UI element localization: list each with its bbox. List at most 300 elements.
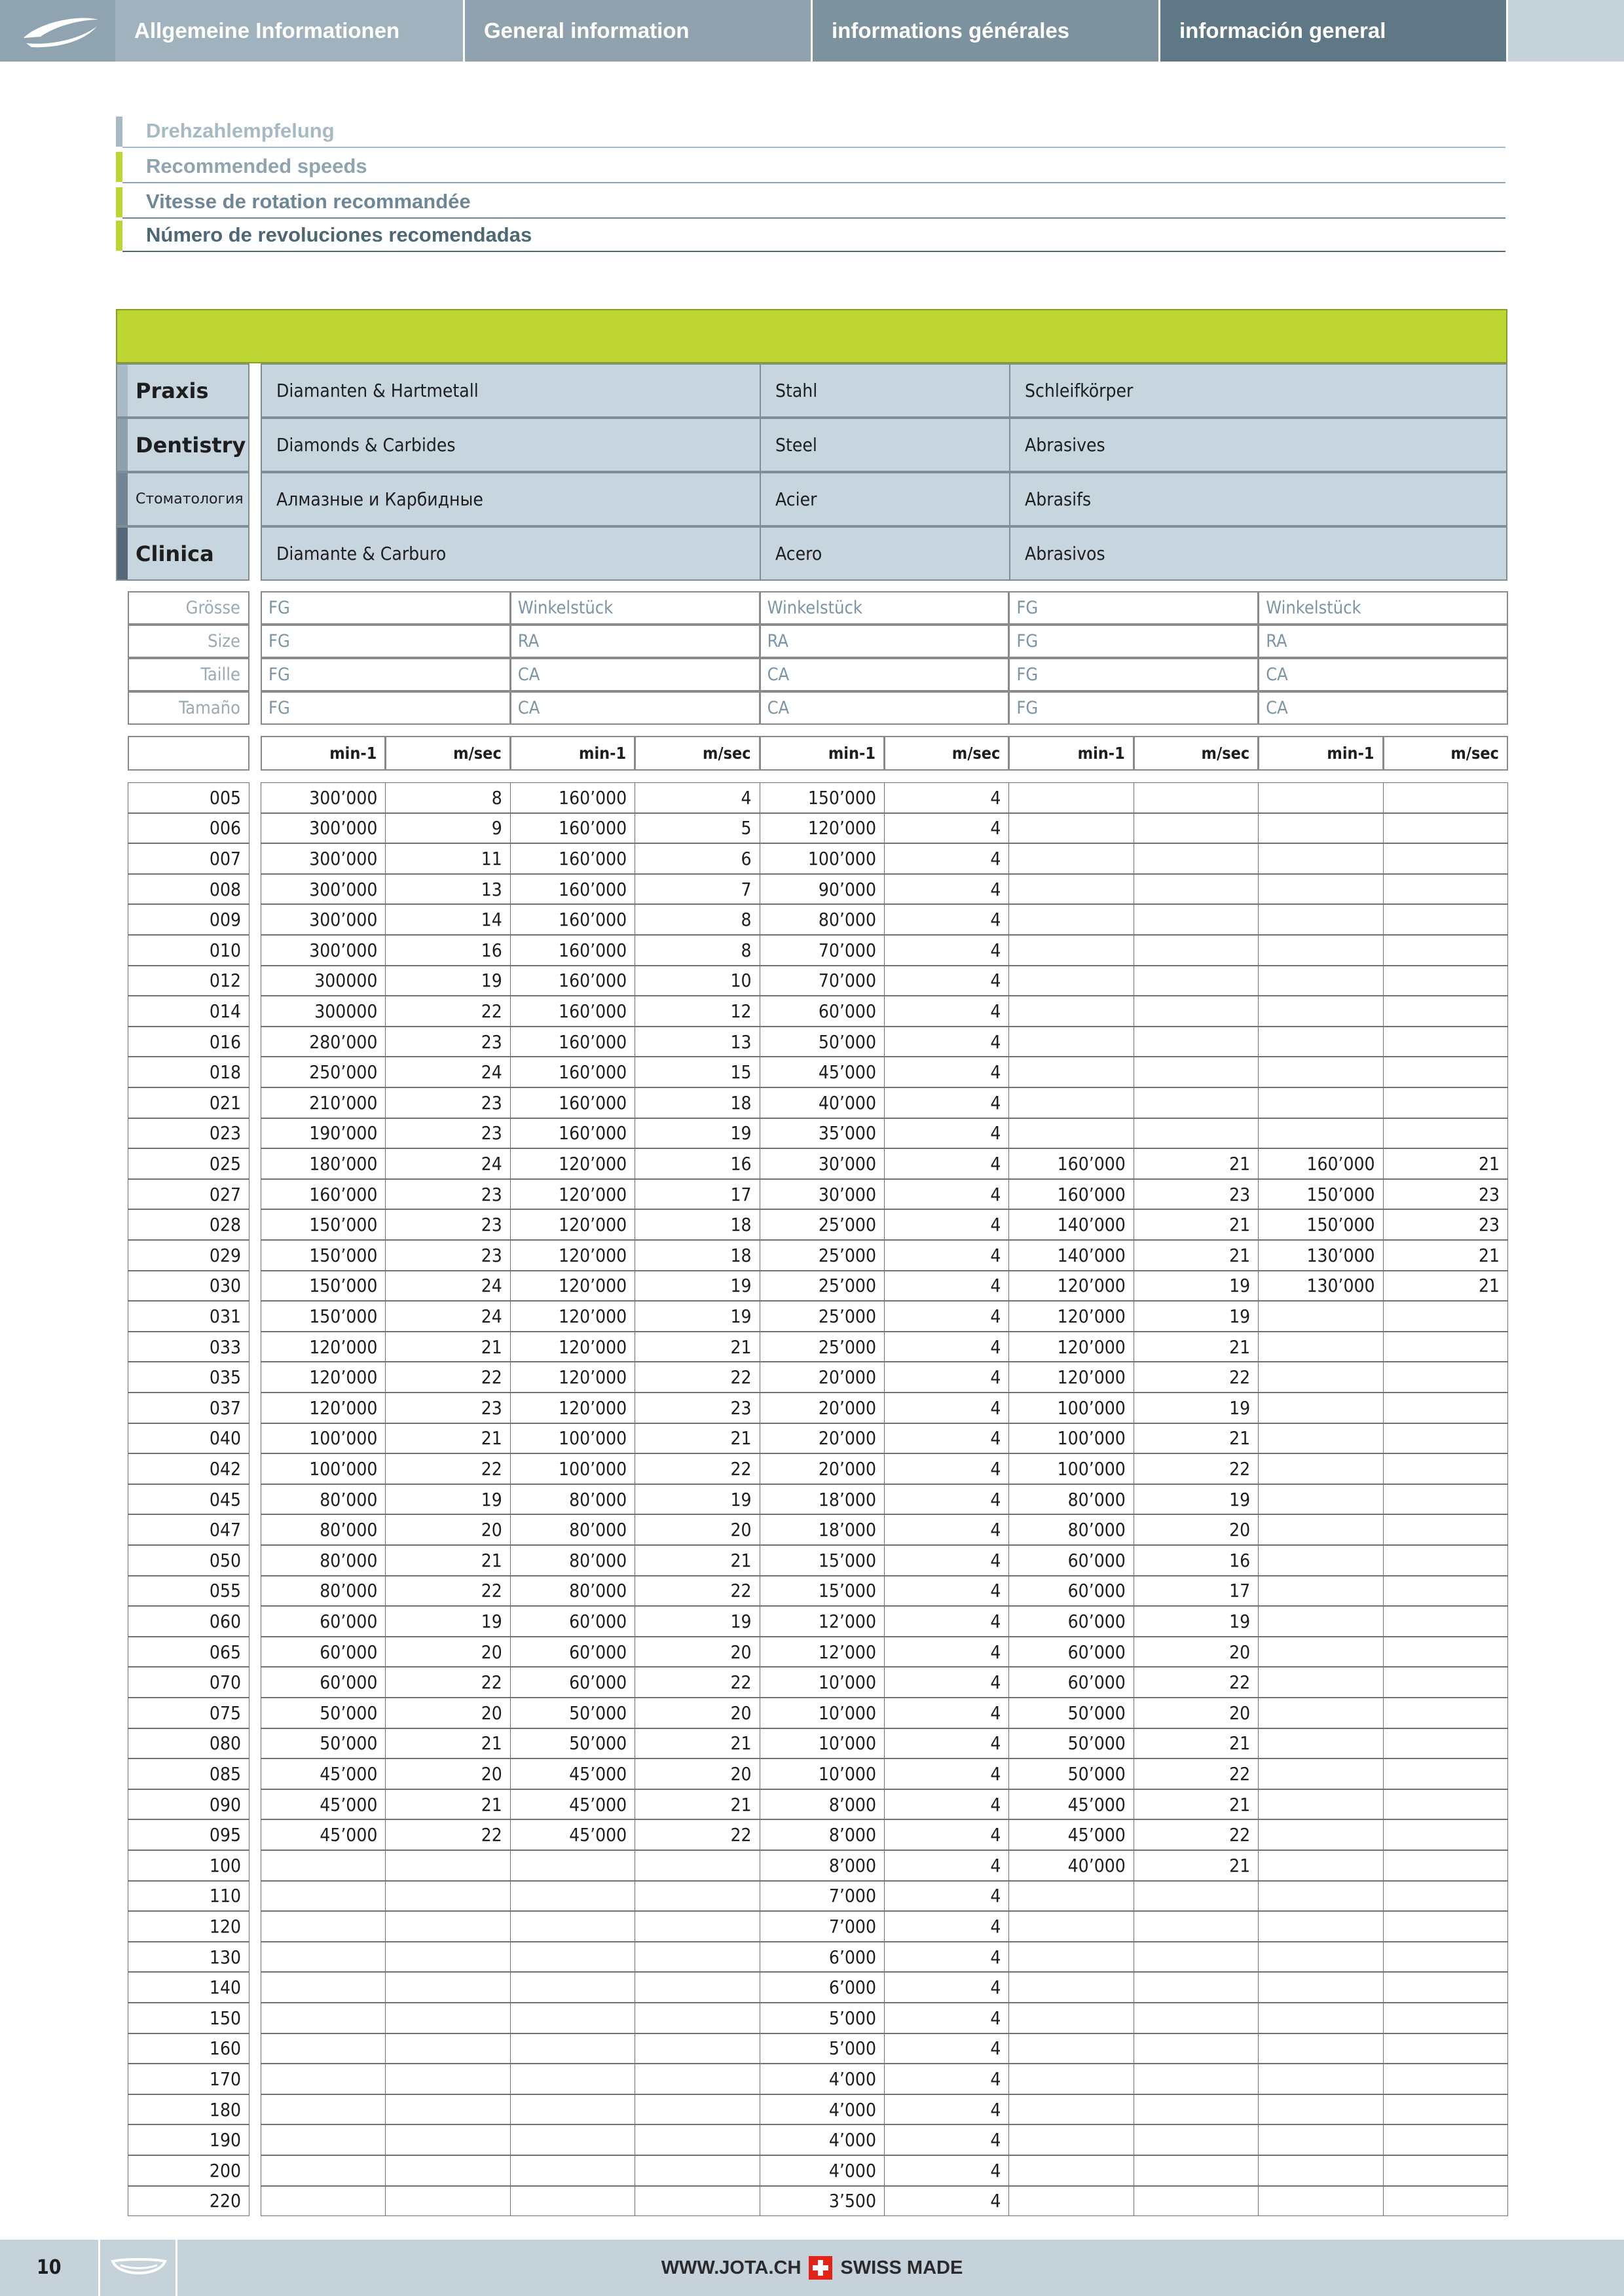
category-label-cell — [116, 526, 249, 581]
speed-rpm-cell — [1008, 1942, 1134, 1973]
speed-msec-cell — [385, 2155, 510, 2186]
speed-rpm-cell — [510, 2003, 635, 2033]
speed-rpm-cell: 40’000 — [1008, 1850, 1134, 1881]
speed-rpm-cell — [261, 1942, 386, 1973]
speed-rpm-cell: 6’000 — [760, 1972, 885, 2003]
size-number-cell: 006 — [128, 813, 249, 844]
speed-msec-cell: 22 — [385, 1576, 510, 1607]
speed-rpm-cell: 80’000 — [1008, 1514, 1134, 1545]
speed-rpm-cell: 25’000 — [760, 1271, 885, 1302]
speed-rpm-cell — [261, 1972, 386, 2003]
speed-rpm-cell: 6’000 — [760, 1942, 885, 1973]
speed-msec-cell — [1383, 966, 1508, 996]
unit-cell: min-1 — [510, 736, 635, 771]
size-value-cell: RA — [510, 625, 760, 658]
speed-msec-cell — [1383, 1942, 1508, 1973]
speed-rpm-cell: 50’000 — [1008, 1698, 1134, 1728]
size-value-cell: CA — [760, 658, 1010, 691]
speed-rpm-cell — [1008, 966, 1134, 996]
brand-logo[interactable] — [0, 0, 115, 62]
size-number-cell: 010 — [128, 935, 249, 966]
size-number-cell: 037 — [128, 1393, 249, 1423]
speed-rpm-cell — [1008, 1911, 1134, 1942]
speed-msec-cell: 20 — [385, 1698, 510, 1728]
speed-msec-cell — [635, 2003, 760, 2033]
speed-rpm-cell: 60’000 — [1008, 1576, 1134, 1607]
size-number-cell: 065 — [128, 1637, 249, 1667]
speed-rpm-cell: 10’000 — [760, 1728, 885, 1759]
speed-rpm-cell — [1008, 2033, 1134, 2064]
speed-msec-cell: 21 — [1383, 1271, 1508, 1302]
speed-msec-cell — [1383, 1423, 1508, 1454]
material-cell: Abrasivos — [1009, 526, 1507, 581]
title-underline — [122, 147, 1505, 148]
speed-rpm-cell — [510, 2124, 635, 2155]
speed-msec-cell — [1383, 2033, 1508, 2064]
speed-rpm-cell: 300’000 — [261, 813, 386, 844]
speed-msec-cell: 19 — [385, 1484, 510, 1515]
speed-msec-cell: 21 — [1383, 1148, 1508, 1179]
speed-rpm-cell: 80’000 — [760, 904, 885, 935]
speed-msec-cell — [1383, 2064, 1508, 2094]
speed-rpm-cell — [1008, 2003, 1134, 2033]
speed-msec-cell — [1383, 1850, 1508, 1881]
size-value-cell: FG — [261, 591, 511, 625]
speed-rpm-cell — [1008, 874, 1134, 905]
speed-rpm-cell — [510, 2064, 635, 2094]
speed-rpm-cell — [1258, 2155, 1383, 2186]
speed-rpm-cell: 60’000 — [760, 996, 885, 1027]
speed-msec-cell — [1383, 1911, 1508, 1942]
size-number-cell: 140 — [128, 1972, 249, 2003]
speed-msec-cell: 22 — [1134, 1667, 1259, 1698]
speed-msec-cell — [1134, 1118, 1259, 1149]
speed-msec-cell — [1134, 996, 1259, 1027]
size-number-cell: 021 — [128, 1087, 249, 1118]
speed-msec-cell: 19 — [635, 1118, 760, 1149]
speed-msec-cell — [1383, 1118, 1508, 1149]
speed-rpm-cell — [1258, 904, 1383, 935]
speed-msec-cell: 4 — [884, 782, 1009, 813]
speed-msec-cell: 4 — [635, 782, 760, 813]
speed-rpm-cell: 45’000 — [510, 1789, 635, 1820]
speed-rpm-cell: 60’000 — [510, 1637, 635, 1667]
speed-rpm-cell: 160’000 — [510, 904, 635, 935]
speed-msec-cell: 4 — [884, 1118, 1009, 1149]
speed-rpm-cell — [1258, 1514, 1383, 1545]
speed-msec-cell — [1383, 782, 1508, 813]
speed-msec-cell — [1134, 935, 1259, 966]
size-value-cell: CA — [510, 691, 760, 725]
speed-msec-cell: 4 — [884, 1027, 1009, 1057]
website-link[interactable]: WWW.JOTA.CH — [661, 2257, 802, 2278]
speed-rpm-cell — [1008, 2186, 1134, 2217]
speed-rpm-cell: 300’000 — [261, 935, 386, 966]
speed-msec-cell: 4 — [884, 2094, 1009, 2125]
speed-msec-cell: 4 — [884, 1362, 1009, 1393]
speed-rpm-cell: 210’000 — [261, 1087, 386, 1118]
speed-rpm-cell: 80’000 — [510, 1484, 635, 1515]
speed-rpm-cell: 10’000 — [760, 1698, 885, 1728]
speed-msec-cell: 22 — [1134, 1758, 1259, 1789]
speed-msec-cell: 4 — [884, 1209, 1009, 1240]
speed-msec-cell — [1383, 2155, 1508, 2186]
speed-rpm-cell: 60’000 — [261, 1637, 386, 1667]
size-number-cell: 018 — [128, 1057, 249, 1087]
speed-rpm-cell: 40’000 — [760, 1087, 885, 1118]
size-value-cell: Winkelstück — [510, 591, 760, 625]
speed-rpm-cell — [1258, 1911, 1383, 1942]
speed-rpm-cell — [1008, 813, 1134, 844]
speed-msec-cell — [385, 1911, 510, 1942]
speed-msec-cell: 20 — [1134, 1698, 1259, 1728]
size-number-cell: 090 — [128, 1789, 249, 1820]
speed-rpm-cell: 50’000 — [760, 1027, 885, 1057]
speed-rpm-cell: 12’000 — [760, 1606, 885, 1637]
speed-rpm-cell — [1258, 1393, 1383, 1423]
speed-msec-cell: 4 — [884, 1881, 1009, 1912]
size-number-cell: 028 — [128, 1209, 249, 1240]
speed-msec-cell: 4 — [884, 904, 1009, 935]
speed-rpm-cell: 300000 — [261, 996, 386, 1027]
speed-rpm-cell — [1258, 843, 1383, 874]
speed-msec-cell — [385, 2094, 510, 2125]
material-cell: Diamante & Carburo — [261, 526, 761, 581]
size-value-cell: FG — [261, 691, 511, 725]
speed-rpm-cell: 160’000 — [510, 1087, 635, 1118]
speed-rpm-cell: 7’000 — [760, 1881, 885, 1912]
top-navigation-bar — [0, 0, 1624, 62]
speed-rpm-cell: 100’000 — [261, 1423, 386, 1454]
speed-msec-cell — [1383, 1057, 1508, 1087]
speed-msec-cell: 20 — [635, 1758, 760, 1789]
size-label-cell: Grösse — [128, 591, 249, 625]
size-number-cell: 042 — [128, 1453, 249, 1484]
speed-msec-cell — [1383, 1027, 1508, 1057]
speed-msec-cell: 11 — [385, 843, 510, 874]
speed-msec-cell: 4 — [884, 1271, 1009, 1302]
speed-msec-cell: 20 — [1134, 1637, 1259, 1667]
unit-cell: min-1 — [261, 736, 386, 771]
speed-msec-cell — [1383, 1514, 1508, 1545]
unit-label-empty-cell — [128, 736, 249, 771]
speed-msec-cell: 4 — [884, 1850, 1009, 1881]
speed-msec-cell — [1134, 782, 1259, 813]
speed-msec-cell — [1134, 1942, 1259, 1973]
speed-rpm-cell: 100’000 — [261, 1453, 386, 1484]
speed-msec-cell — [1383, 2003, 1508, 2033]
speed-rpm-cell: 60’000 — [1008, 1667, 1134, 1698]
tab-allgemeine-informationen[interactable] — [115, 0, 465, 62]
speed-msec-cell: 4 — [884, 874, 1009, 905]
speed-rpm-cell: 160’000 — [510, 1118, 635, 1149]
speed-rpm-cell — [1008, 904, 1134, 935]
speed-msec-cell — [1383, 904, 1508, 935]
speed-msec-cell: 22 — [635, 1667, 760, 1698]
speed-msec-cell: 4 — [884, 2033, 1009, 2064]
swiss-made-label: SWISS MADE — [840, 2257, 963, 2278]
tab-label: informations générales — [832, 18, 1070, 43]
swiss-flag-icon — [809, 2256, 832, 2280]
speed-rpm-cell: 20’000 — [760, 1393, 885, 1423]
speed-rpm-cell: 120’000 — [510, 1209, 635, 1240]
speed-msec-cell — [385, 2186, 510, 2217]
speed-rpm-cell — [1258, 1545, 1383, 1576]
speed-rpm-cell: 90’000 — [760, 874, 885, 905]
unit-cell: m/sec — [385, 736, 510, 771]
speed-msec-cell: 21 — [1134, 1148, 1259, 1179]
speed-rpm-cell: 45’000 — [1008, 1789, 1134, 1820]
speed-msec-cell: 4 — [884, 935, 1009, 966]
speed-msec-cell — [1134, 1087, 1259, 1118]
speed-msec-cell: 4 — [884, 1484, 1009, 1515]
speed-msec-cell — [1383, 1301, 1508, 1332]
speed-rpm-cell: 80’000 — [261, 1545, 386, 1576]
speed-rpm-cell: 160’000 — [510, 996, 635, 1027]
speed-rpm-cell: 45’000 — [760, 1057, 885, 1087]
speed-rpm-cell — [1258, 782, 1383, 813]
category-label: Praxis — [136, 378, 209, 403]
speed-msec-cell: 20 — [1134, 1514, 1259, 1545]
title-accent-bar — [116, 117, 122, 147]
size-number-cell: 005 — [128, 782, 249, 813]
size-label-cell: Size — [128, 625, 249, 658]
title-underline — [122, 251, 1505, 252]
speed-msec-cell — [1383, 874, 1508, 905]
speed-msec-cell — [1383, 813, 1508, 844]
speed-msec-cell: 24 — [385, 1057, 510, 1087]
size-label-cell: Taille — [128, 658, 249, 691]
size-value-cell: FG — [1008, 625, 1259, 658]
size-value-cell: CA — [1258, 691, 1508, 725]
speed-rpm-cell — [1258, 2186, 1383, 2217]
speed-rpm-cell: 5’000 — [760, 2003, 885, 2033]
speed-rpm-cell: 120’000 — [1008, 1362, 1134, 1393]
speed-rpm-cell — [1008, 1972, 1134, 2003]
speed-rpm-cell: 120’000 — [510, 1332, 635, 1362]
speed-rpm-cell — [261, 2186, 386, 2217]
speed-rpm-cell — [1258, 2094, 1383, 2125]
speed-msec-cell — [1134, 1057, 1259, 1087]
material-cell: Steel — [760, 418, 1010, 472]
speed-rpm-cell: 70’000 — [760, 966, 885, 996]
tab-label: General information — [484, 18, 690, 43]
speed-msec-cell: 21 — [385, 1332, 510, 1362]
speed-msec-cell — [1134, 2033, 1259, 2064]
speed-msec-cell — [1134, 966, 1259, 996]
speed-msec-cell: 24 — [385, 1271, 510, 1302]
speed-msec-cell: 4 — [884, 1332, 1009, 1362]
speed-rpm-cell: 130’000 — [1258, 1271, 1383, 1302]
speed-msec-cell: 23 — [635, 1393, 760, 1423]
speed-msec-cell: 4 — [884, 1545, 1009, 1576]
speed-msec-cell — [1383, 1606, 1508, 1637]
speed-rpm-cell — [1258, 813, 1383, 844]
speed-rpm-cell: 100’000 — [510, 1423, 635, 1454]
tab-general-information[interactable] — [465, 0, 813, 62]
speed-rpm-cell: 3’500 — [760, 2186, 885, 2217]
size-number-cell: 033 — [128, 1332, 249, 1362]
size-value-cell: CA — [1258, 658, 1508, 691]
speed-rpm-cell: 25’000 — [760, 1301, 885, 1332]
speed-msec-cell: 19 — [385, 1606, 510, 1637]
speed-msec-cell: 17 — [635, 1179, 760, 1210]
speed-rpm-cell — [510, 1972, 635, 2003]
speed-rpm-cell: 150’000 — [261, 1240, 386, 1271]
speed-msec-cell — [1383, 1667, 1508, 1698]
speed-msec-cell: 4 — [884, 2155, 1009, 2186]
speed-msec-cell: 19 — [635, 1271, 760, 1302]
speed-msec-cell: 21 — [1134, 1728, 1259, 1759]
speed-rpm-cell: 150’000 — [261, 1271, 386, 1302]
category-accent — [117, 528, 128, 579]
unit-cell: m/sec — [635, 736, 760, 771]
size-number-cell: 220 — [128, 2186, 249, 2217]
speed-rpm-cell — [1258, 1819, 1383, 1850]
speed-msec-cell: 4 — [884, 1698, 1009, 1728]
size-number-cell: 085 — [128, 1758, 249, 1789]
speed-rpm-cell — [1258, 1453, 1383, 1484]
size-number-cell: 070 — [128, 1667, 249, 1698]
speed-msec-cell: 4 — [884, 996, 1009, 1027]
speed-msec-cell — [635, 2124, 760, 2155]
speed-msec-cell: 16 — [635, 1148, 760, 1179]
speed-msec-cell — [385, 1972, 510, 2003]
speed-rpm-cell: 100’000 — [1008, 1453, 1134, 1484]
speed-rpm-cell — [1258, 1972, 1383, 2003]
tab-informacion-general[interactable] — [1160, 0, 1508, 62]
speed-msec-cell: 17 — [1134, 1576, 1259, 1607]
speed-rpm-cell — [1258, 1606, 1383, 1637]
tab-informations-generales[interactable] — [813, 0, 1160, 62]
speed-rpm-cell — [1008, 2155, 1134, 2186]
speed-rpm-cell: 45’000 — [261, 1789, 386, 1820]
speed-msec-cell — [1383, 2094, 1508, 2125]
speed-rpm-cell: 35’000 — [760, 1118, 885, 1149]
speed-msec-cell: 19 — [635, 1301, 760, 1332]
speed-rpm-cell: 45’000 — [1008, 1819, 1134, 1850]
speed-rpm-cell: 25’000 — [760, 1240, 885, 1271]
speed-rpm-cell: 5’000 — [760, 2033, 885, 2064]
speed-rpm-cell — [261, 2094, 386, 2125]
material-cell: Stahl — [760, 363, 1010, 418]
speed-rpm-cell: 140’000 — [1008, 1240, 1134, 1271]
speed-msec-cell — [1134, 2124, 1259, 2155]
speed-rpm-cell — [1258, 996, 1383, 1027]
speed-msec-cell — [385, 1942, 510, 1973]
size-value-cell: Winkelstück — [760, 591, 1010, 625]
speed-rpm-cell: 160’000 — [510, 874, 635, 905]
size-number-cell: 014 — [128, 996, 249, 1027]
size-number-cell: 035 — [128, 1362, 249, 1393]
size-number-cell: 029 — [128, 1240, 249, 1271]
material-cell: Acero — [760, 526, 1010, 581]
size-value-cell: CA — [510, 658, 760, 691]
speed-rpm-cell — [1008, 1118, 1134, 1149]
speed-rpm-cell: 120’000 — [1008, 1332, 1134, 1362]
speed-msec-cell — [1383, 2124, 1508, 2155]
page-number: 10 — [37, 2256, 62, 2279]
speed-msec-cell: 18 — [635, 1209, 760, 1240]
speed-rpm-cell: 120’000 — [261, 1393, 386, 1423]
speed-msec-cell: 22 — [635, 1819, 760, 1850]
speed-rpm-cell: 100’000 — [510, 1453, 635, 1484]
speed-msec-cell: 22 — [385, 1362, 510, 1393]
size-number-cell: 008 — [128, 874, 249, 905]
speed-msec-cell: 23 — [1383, 1209, 1508, 1240]
speed-rpm-cell: 160’000 — [510, 813, 635, 844]
speed-rpm-cell: 15’000 — [760, 1576, 885, 1607]
speed-msec-cell: 4 — [884, 1728, 1009, 1759]
speed-rpm-cell: 10’000 — [760, 1667, 885, 1698]
speed-rpm-cell — [510, 2155, 635, 2186]
speed-rpm-cell — [1258, 1332, 1383, 1362]
speed-msec-cell — [1383, 1881, 1508, 1912]
speed-rpm-cell — [261, 2155, 386, 2186]
speed-rpm-cell: 180’000 — [261, 1148, 386, 1179]
speed-msec-cell: 7 — [635, 874, 760, 905]
size-number-cell: 160 — [128, 2033, 249, 2064]
speed-rpm-cell — [1258, 935, 1383, 966]
speed-rpm-cell — [1008, 2064, 1134, 2094]
speed-msec-cell: 13 — [385, 874, 510, 905]
speed-rpm-cell: 30’000 — [760, 1179, 885, 1210]
speed-msec-cell: 4 — [884, 1179, 1009, 1210]
speed-rpm-cell: 25’000 — [760, 1209, 885, 1240]
speed-rpm-cell — [510, 1911, 635, 1942]
material-cell: Abrasifs — [1009, 472, 1507, 526]
speed-rpm-cell: 160’000 — [510, 966, 635, 996]
speed-rpm-cell: 4’000 — [760, 2094, 885, 2125]
speed-rpm-cell: 300’000 — [261, 782, 386, 813]
speed-msec-cell — [1383, 2186, 1508, 2217]
speed-msec-cell: 18 — [635, 1240, 760, 1271]
speed-msec-cell: 23 — [1134, 1179, 1259, 1210]
speed-msec-cell — [1134, 1972, 1259, 2003]
speed-msec-cell: 8 — [635, 935, 760, 966]
speed-rpm-cell: 120’000 — [510, 1271, 635, 1302]
speed-rpm-cell: 160’000 — [1008, 1148, 1134, 1179]
category-label-cell — [116, 418, 249, 472]
speed-msec-cell — [1134, 874, 1259, 905]
speed-msec-cell: 4 — [884, 2124, 1009, 2155]
speed-rpm-cell: 160’000 — [510, 1057, 635, 1087]
speed-msec-cell: 4 — [884, 1637, 1009, 1667]
speed-rpm-cell: 100’000 — [1008, 1423, 1134, 1454]
speed-rpm-cell: 30’000 — [760, 1148, 885, 1179]
speed-rpm-cell: 120’000 — [510, 1362, 635, 1393]
speed-msec-cell: 9 — [385, 813, 510, 844]
speed-msec-cell: 23 — [385, 1087, 510, 1118]
speed-rpm-cell: 80’000 — [1008, 1484, 1134, 1515]
category-label-cell — [116, 472, 249, 526]
unit-cell: m/sec — [1383, 736, 1508, 771]
size-number-cell: 040 — [128, 1423, 249, 1454]
speed-rpm-cell: 60’000 — [261, 1606, 386, 1637]
speed-rpm-cell: 60’000 — [1008, 1637, 1134, 1667]
size-value-cell: RA — [1258, 625, 1508, 658]
speed-rpm-cell: 160’000 — [510, 782, 635, 813]
speed-msec-cell — [385, 2033, 510, 2064]
size-number-cell: 055 — [128, 1576, 249, 1607]
speed-rpm-cell: 25’000 — [760, 1332, 885, 1362]
speed-rpm-cell — [1008, 996, 1134, 1027]
speed-rpm-cell — [1258, 1758, 1383, 1789]
size-label-cell: Tamaño — [128, 691, 249, 725]
speed-msec-cell: 4 — [884, 1758, 1009, 1789]
speed-rpm-cell: 160’000 — [261, 1179, 386, 1210]
speed-rpm-cell: 120’000 — [1008, 1271, 1134, 1302]
